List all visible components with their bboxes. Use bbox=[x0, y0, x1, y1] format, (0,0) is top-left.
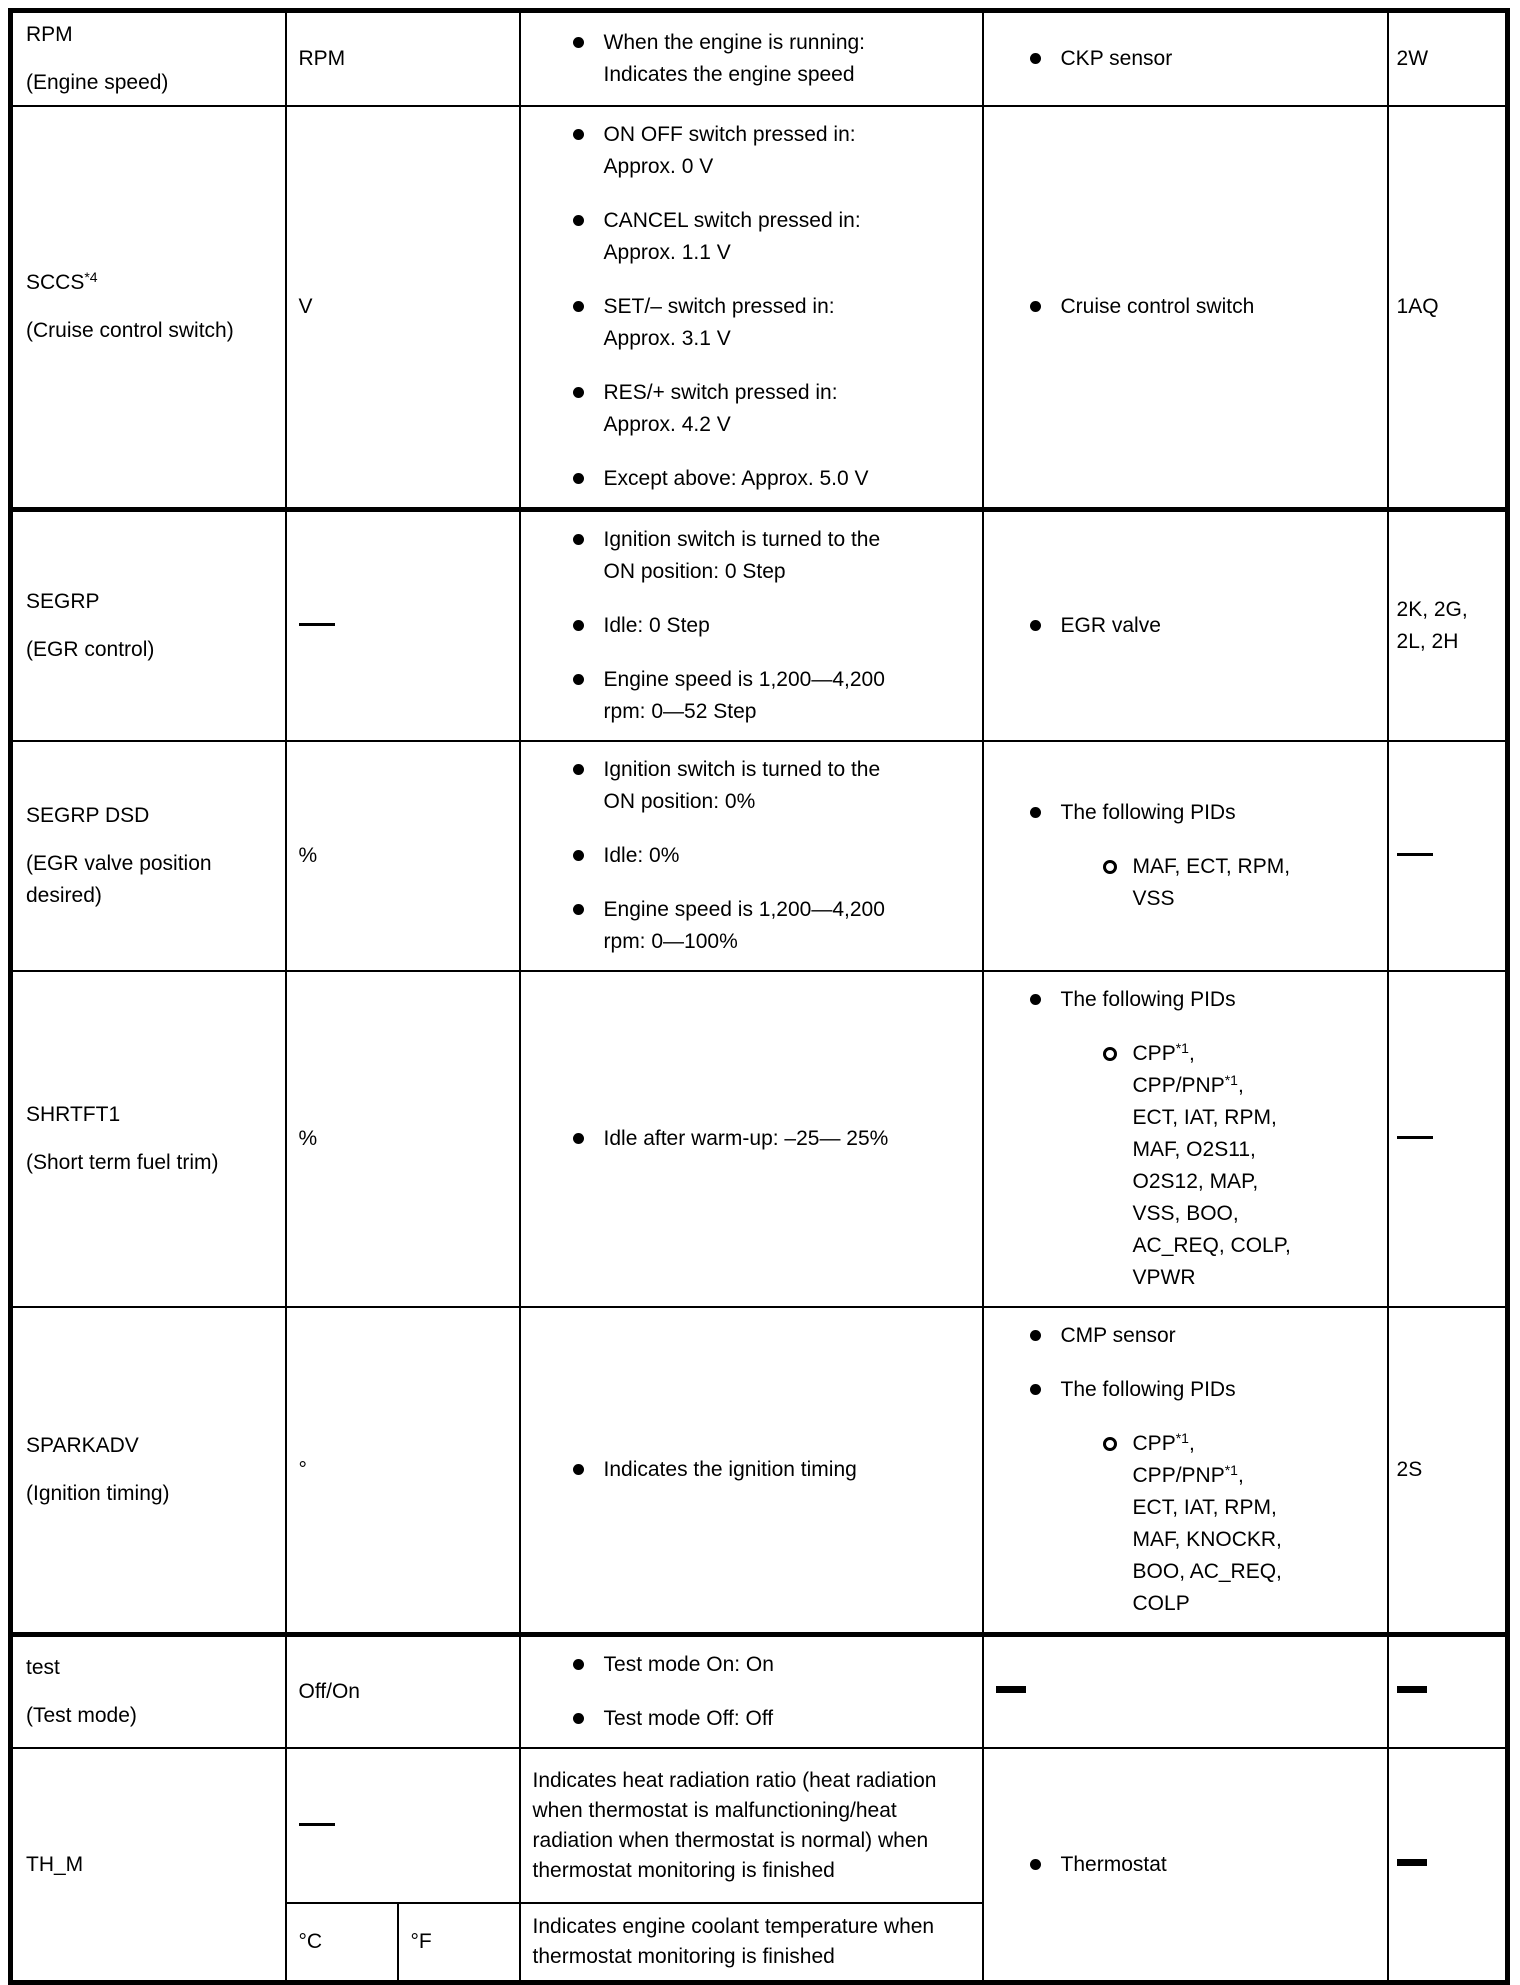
pid-list-line: BOO, AC_REQ, bbox=[1132, 1560, 1282, 1583]
bullet-icon bbox=[573, 387, 584, 398]
terminal-cell bbox=[1388, 510, 1508, 742]
bullet-icon bbox=[573, 215, 584, 226]
conditions-cell bbox=[520, 1307, 983, 1635]
pid-list-line: CPP$^{*1}$, bbox=[1132, 1430, 1195, 1455]
condition-line: ON position: 0 Step bbox=[603, 560, 786, 583]
pid-list-line: MAF, KNOCKR, bbox=[1132, 1528, 1282, 1551]
bullet-icon bbox=[573, 1659, 584, 1670]
terminal-cell bbox=[1388, 106, 1508, 510]
condition-line: SET/– switch pressed in: bbox=[603, 295, 835, 318]
pid-description: (EGR control) bbox=[26, 638, 155, 661]
terminal-value: 2S bbox=[1396, 1458, 1423, 1481]
pid-name: SEGRP DSD bbox=[26, 804, 150, 827]
related-cell bbox=[983, 971, 1388, 1307]
pid-cell bbox=[11, 510, 286, 742]
related-cell bbox=[983, 11, 1388, 107]
pid-name: SPARKADV bbox=[26, 1434, 139, 1457]
list-item bbox=[573, 291, 972, 355]
bullet-icon bbox=[573, 1713, 584, 1724]
condition-line: ON OFF switch pressed in: bbox=[603, 123, 856, 146]
sub-list-item bbox=[1103, 851, 1379, 915]
bullet-icon bbox=[573, 850, 584, 861]
pid-name: SCCS bbox=[26, 271, 85, 294]
list-item bbox=[573, 27, 972, 91]
footnote-marker: *4 bbox=[84, 269, 98, 285]
related-item: The following PIDs bbox=[1060, 1378, 1236, 1401]
unit-cell bbox=[286, 106, 520, 510]
bullet-icon bbox=[573, 764, 584, 775]
pid-description: (Short term fuel trim) bbox=[26, 1151, 219, 1174]
pid-cell bbox=[11, 11, 286, 107]
unit-cell bbox=[286, 971, 520, 1307]
condition-line: Indicates the engine speed bbox=[603, 63, 855, 86]
condition-line: Engine speed is 1,200—4,200 bbox=[603, 898, 885, 921]
list-item bbox=[573, 377, 972, 441]
em-dash bbox=[1397, 1136, 1433, 1139]
pid-list-line: COLP bbox=[1132, 1592, 1190, 1615]
related-item: Thermostat bbox=[1060, 1852, 1167, 1876]
condition-line: Ignition switch is turned to the bbox=[603, 758, 881, 781]
bullet-icon bbox=[1030, 1384, 1041, 1395]
table-row-shrtft1 bbox=[11, 971, 1508, 1307]
condition-line: Idle: 0% bbox=[603, 844, 680, 867]
unit-value: V bbox=[298, 295, 313, 318]
condition-line: Idle: 0 Step bbox=[603, 614, 710, 637]
bullet-icon bbox=[573, 620, 584, 631]
terminal-value: 2L, 2H bbox=[1396, 630, 1459, 653]
bullet-icon bbox=[1030, 807, 1041, 818]
condition-line: When the engine is running: bbox=[603, 31, 866, 54]
pid-description: (Ignition timing) bbox=[26, 1482, 170, 1505]
table-row-test bbox=[11, 1635, 1508, 1749]
condition-line: Indicates the ignition timing bbox=[603, 1458, 857, 1481]
pid-name: RPM bbox=[26, 23, 73, 46]
list-item bbox=[573, 1703, 972, 1735]
list-item bbox=[1030, 797, 1379, 829]
description-cell: Indicates engine coolant temperature when thermostat monitoring is finished bbox=[520, 1903, 983, 1983]
list-item bbox=[1030, 43, 1379, 75]
pid-list-line: CPP$^{*1}$, bbox=[1132, 1040, 1195, 1065]
table-row-sparkadv bbox=[11, 1307, 1508, 1635]
unit-value: °C bbox=[298, 1930, 323, 1953]
footnote-marker: *1 bbox=[1224, 1462, 1238, 1478]
bullet-icon bbox=[573, 534, 584, 545]
condition-line: Ignition switch is turned to the bbox=[603, 528, 881, 551]
unit-cell bbox=[286, 1748, 520, 1903]
list-item bbox=[573, 119, 972, 183]
list-item bbox=[573, 463, 972, 495]
pid-list-line: CPP/PNP$^{*1}$, bbox=[1132, 1072, 1244, 1097]
related-item: The following PIDs bbox=[1060, 801, 1236, 824]
terminal-value: 2W bbox=[1396, 47, 1429, 70]
list-item bbox=[573, 1454, 972, 1486]
description-cell: Indicates heat radiation ratio (heat radiation when thermostat is malfunctioning/heat radiation when thermostat is normal) when thermostat monitoring is finished bbox=[520, 1748, 983, 1903]
pid-cell bbox=[11, 741, 286, 971]
conditions-cell bbox=[520, 11, 983, 107]
bullet-icon bbox=[1030, 1330, 1041, 1341]
bullet-icon bbox=[573, 1464, 584, 1475]
list-item bbox=[1030, 984, 1379, 1016]
pid-description: (Engine speed) bbox=[26, 71, 169, 94]
related-cell bbox=[983, 1635, 1388, 1749]
terminal-value: 2K, 2G, bbox=[1396, 598, 1468, 621]
related-item: CKP sensor bbox=[1060, 47, 1173, 70]
list-item bbox=[573, 894, 972, 958]
unit-value: % bbox=[298, 844, 318, 867]
sub-bullet-icon bbox=[1103, 1437, 1117, 1451]
pid-list-line: ECT, IAT, RPM, bbox=[1132, 1106, 1277, 1129]
pid-list-line: O2S12, MAP, bbox=[1132, 1170, 1259, 1193]
unit-cell bbox=[286, 1307, 520, 1635]
bullet-icon bbox=[573, 473, 584, 484]
condition-line: Test mode Off: Off bbox=[603, 1707, 774, 1730]
unit-value: ° bbox=[298, 1458, 307, 1481]
pid-description: (EGR valve position desired) bbox=[26, 852, 212, 907]
sub-bullet-icon bbox=[1103, 860, 1117, 874]
unit-value: °F bbox=[410, 1930, 432, 1953]
unit-value: Off/On bbox=[298, 1680, 360, 1703]
pid-cell bbox=[11, 1748, 286, 1983]
pid-list-line: MAF, ECT, RPM, bbox=[1132, 855, 1291, 878]
condition-line: Approx. 1.1 V bbox=[603, 241, 731, 264]
pid-cell bbox=[11, 971, 286, 1307]
list-item bbox=[1030, 1374, 1379, 1406]
unit-cell bbox=[286, 510, 520, 742]
list-item bbox=[573, 754, 972, 818]
table-row-segrp bbox=[11, 510, 1508, 742]
bullet-icon bbox=[1030, 53, 1041, 64]
conditions-cell bbox=[520, 971, 983, 1307]
unit-cell-celsius bbox=[286, 1903, 398, 1983]
table-row-rpm bbox=[11, 11, 1508, 107]
terminal-cell bbox=[1388, 11, 1508, 107]
related-item: CMP sensor bbox=[1060, 1324, 1176, 1347]
table-row-th-m bbox=[11, 1748, 1508, 1903]
footnote-marker: *1 bbox=[1175, 1430, 1189, 1446]
list-item bbox=[573, 664, 972, 728]
pid-name: test bbox=[26, 1656, 60, 1679]
em-dash bbox=[299, 1823, 335, 1826]
terminal-cell bbox=[1388, 1635, 1508, 1749]
sub-list-item bbox=[1103, 1038, 1379, 1294]
bullet-icon bbox=[573, 37, 584, 48]
list-item bbox=[573, 1123, 972, 1155]
list-item bbox=[573, 610, 972, 642]
condition-line: RES/+ switch pressed in: bbox=[603, 381, 838, 404]
conditions-cell bbox=[520, 1635, 983, 1749]
pid-list-line: MAF, O2S11, bbox=[1132, 1138, 1256, 1161]
conditions-cell bbox=[520, 741, 983, 971]
bullet-icon bbox=[573, 904, 584, 915]
conditions-cell bbox=[520, 510, 983, 742]
list-item bbox=[573, 840, 972, 872]
list-item bbox=[573, 1649, 972, 1681]
related-cell bbox=[983, 1307, 1388, 1635]
list-item bbox=[1030, 291, 1379, 323]
pid-description: (Test mode) bbox=[26, 1704, 137, 1727]
unit-cell bbox=[286, 1635, 520, 1749]
related-item: The following PIDs bbox=[1060, 988, 1236, 1011]
sub-list-item bbox=[1103, 1428, 1379, 1620]
terminal-cell bbox=[1388, 1748, 1508, 1983]
list-item bbox=[573, 524, 972, 588]
table-row-segrp-dsd bbox=[11, 741, 1508, 971]
sub-bullet-icon bbox=[1103, 1047, 1117, 1061]
unit-value: % bbox=[298, 1127, 318, 1150]
terminal-cell bbox=[1388, 971, 1508, 1307]
bullet-icon bbox=[573, 674, 584, 685]
related-cell bbox=[983, 510, 1388, 742]
condition-line: Approx. 3.1 V bbox=[603, 327, 731, 350]
pid-list-line: CPP/PNP$^{*1}$, bbox=[1132, 1462, 1244, 1487]
condition-line: ON position: 0% bbox=[603, 790, 756, 813]
condition-line: Except above: Approx. 5.0 V bbox=[603, 467, 869, 490]
em-dash bbox=[1397, 853, 1433, 856]
bullet-icon bbox=[573, 129, 584, 140]
pid-list-line: VSS, BOO, bbox=[1132, 1202, 1239, 1225]
pid-cell bbox=[11, 106, 286, 510]
pid-name: SEGRP bbox=[26, 590, 100, 613]
condition-line: Approx. 0 V bbox=[603, 155, 714, 178]
list-item bbox=[1030, 1849, 1379, 1881]
unit-cell bbox=[286, 741, 520, 971]
conditions-cell bbox=[520, 106, 983, 510]
condition-line: Approx. 4.2 V bbox=[603, 413, 731, 436]
em-dash bbox=[299, 623, 335, 626]
condition-line: Idle after warm-up: –25— 25% bbox=[603, 1127, 889, 1150]
list-item bbox=[1030, 610, 1379, 642]
pid-list-line: ECT, IAT, RPM, bbox=[1132, 1496, 1277, 1519]
unit-cell-fahrenheit bbox=[398, 1903, 520, 1983]
pid-list-line: VSS bbox=[1132, 887, 1175, 910]
condition-line: rpm: 0—52 Step bbox=[603, 700, 757, 723]
pid-list-line: VPWR bbox=[1132, 1266, 1196, 1289]
footnote-marker: *1 bbox=[1175, 1040, 1189, 1056]
bullet-icon bbox=[1030, 994, 1041, 1005]
bullet-icon bbox=[1030, 620, 1041, 631]
pid-name: TH_M bbox=[26, 1852, 84, 1876]
bullet-icon bbox=[1030, 301, 1041, 312]
list-item bbox=[1030, 1320, 1379, 1352]
pid-list-line: AC_REQ, COLP, bbox=[1132, 1234, 1291, 1257]
related-item: EGR valve bbox=[1060, 614, 1161, 637]
list-item bbox=[573, 205, 972, 269]
terminal-cell bbox=[1388, 741, 1508, 971]
related-cell bbox=[983, 106, 1388, 510]
unit-value: RPM bbox=[298, 47, 346, 70]
related-cell bbox=[983, 1748, 1388, 1983]
related-item: Cruise control switch bbox=[1060, 295, 1255, 318]
table-row-sccs bbox=[11, 106, 1508, 510]
bold-em-dash bbox=[1397, 1686, 1427, 1693]
bold-em-dash bbox=[996, 1686, 1026, 1693]
terminal-value: 1AQ bbox=[1396, 295, 1439, 318]
unit-cell bbox=[286, 11, 520, 107]
pid-cell bbox=[11, 1635, 286, 1749]
pid-name: SHRTFT1 bbox=[26, 1103, 121, 1126]
pid-cell bbox=[11, 1307, 286, 1635]
condition-line: Test mode On: On bbox=[603, 1653, 774, 1676]
condition-line: CANCEL switch pressed in: bbox=[603, 209, 861, 232]
condition-line: rpm: 0—100% bbox=[603, 930, 738, 953]
condition-line: Engine speed is 1,200—4,200 bbox=[603, 668, 885, 691]
pid-description: (Cruise control switch) bbox=[26, 319, 234, 342]
footnote-marker: *1 bbox=[1224, 1072, 1238, 1088]
bullet-icon bbox=[573, 301, 584, 312]
pid-monitor-table bbox=[8, 8, 1510, 1985]
related-cell bbox=[983, 741, 1388, 971]
bullet-icon bbox=[1030, 1859, 1041, 1870]
terminal-cell bbox=[1388, 1307, 1508, 1635]
bullet-icon bbox=[573, 1133, 584, 1144]
